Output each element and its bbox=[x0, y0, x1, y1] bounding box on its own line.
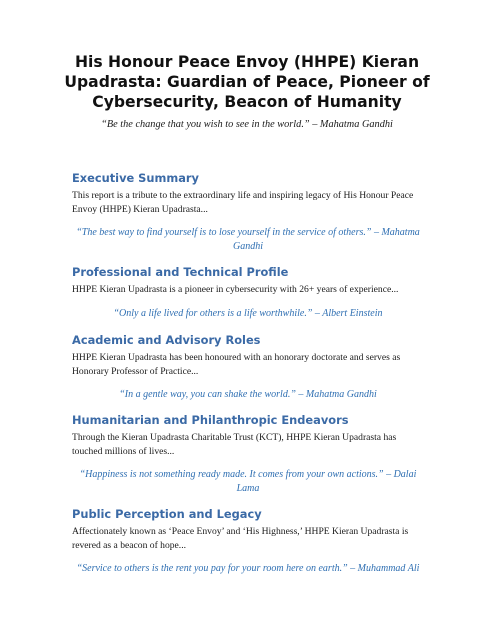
section-heading: Humanitarian and Philanthropic Endeavors bbox=[72, 413, 349, 427]
section-heading: Professional and Technical Profile bbox=[72, 265, 289, 279]
section-quote: “In a gentle way, you can shake the world.” – Mahatma Gandhi bbox=[119, 389, 377, 400]
section-executive-summary bbox=[72, 170, 424, 254]
section-body: Affectionately known as ‘Peace Envoy’ and ‘His Highness,’ HHPE Kieran Upadrasta is revered as a beacon of hope... bbox=[72, 526, 409, 551]
section-heading: Executive Summary bbox=[72, 171, 199, 185]
section-quote: “Only a life lived for others is a life worthwhile.” – Albert Einstein bbox=[113, 307, 383, 319]
section-quote: “Happiness is not something ready made. It comes from your own actions.” – Dalai Lama bbox=[79, 469, 417, 494]
section-public-perception bbox=[72, 506, 424, 576]
section-quote: “The best way to find yourself is to lose yourself in the service of others.” – Mahatma Gandhi bbox=[76, 227, 420, 252]
section-body: HHPE Kieran Upadrasta is a pioneer in cybersecurity with 26+ years of experience... bbox=[72, 284, 399, 295]
section-heading: Academic and Advisory Roles bbox=[72, 333, 261, 347]
section-professional-profile bbox=[72, 264, 424, 321]
section-academic-roles bbox=[72, 332, 424, 402]
section-body: Through the Kieran Upadrasta Charitable Trust (KCT), HHPE Kieran Upadrasta has touched millions of lives... bbox=[72, 432, 397, 457]
section-body: This report is a tribute to the extraordinary life and inspiring legacy of His Honour Peace Envoy (HHPE) Kieran Upadrasta... bbox=[72, 190, 414, 215]
section-body: HHPE Kieran Upadrasta has been honoured with an honorary doctorate and serves as Honorary Professor of Practice... bbox=[72, 352, 401, 377]
document-title: His Honour Peace Envoy (HHPE) Kieran Upadrasta: Guardian of Peace, Pioneer of Cybersecurity, Beacon of Humanity bbox=[64, 53, 430, 111]
epigraph-quote: “Be the change that you wish to see in the world.” – Mahatma Gandhi bbox=[101, 119, 393, 130]
section-humanitarian bbox=[72, 412, 424, 496]
section-quote: “Service to others is the rent you pay for your room here on earth.” – Muhammad Ali bbox=[76, 563, 420, 574]
section-heading: Public Perception and Legacy bbox=[72, 507, 262, 521]
